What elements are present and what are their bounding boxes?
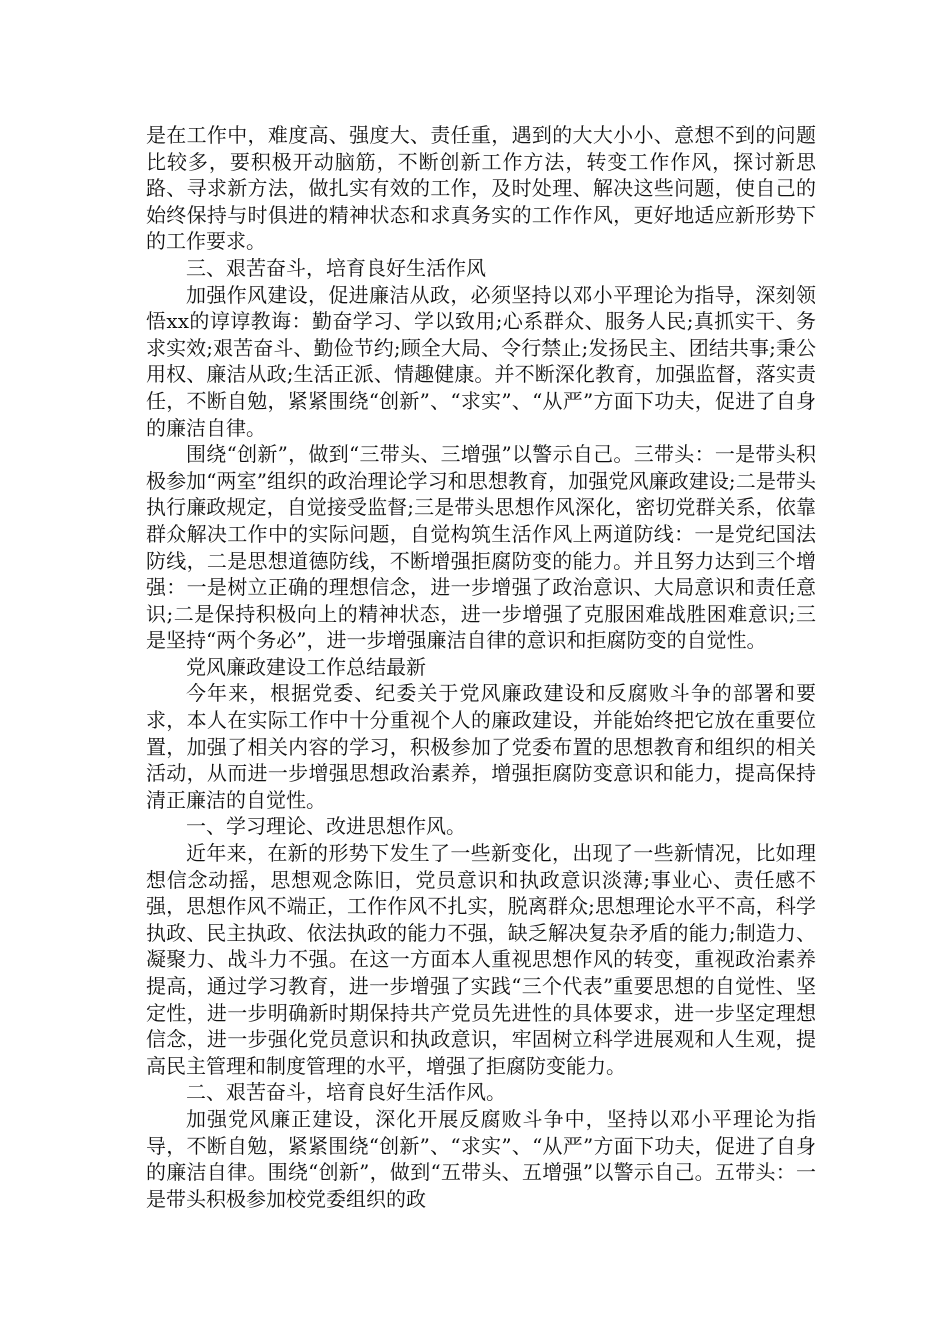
- paragraph-3: 围绕“创新”，做到“三带头、三增强”以警示自己。三带头：一是带头积极参加“两室”组织的政治理论学习和思想教育，加强党风廉政建设;二是带头执行廉政规定，自觉接受监督;三是带头思想作风深化，密切党群关系，依靠群众解决工作中的实际问题，自觉构筑生活作风上两道防线：一是党纪国法防线，二是思想道德防线，不断增强拒腐防变的能力。并且努力达到三个增强：一是树立正确的理想信念，进一步增强了政治意识、大局意识和责任意识;二是保持积极向上的精神状态，进一步增强了克服困难战胜困难意识;三是坚持“两个务必”，进一步增强廉洁自律的意识和拒腐防变的自觉性。: [146, 442, 816, 653]
- paragraph-2: 加强作风建设，促进廉洁从政，必须坚持以邓小平理论为指导，深刻领悟xx的谆谆教诲：勤奋学习、学以致用;心系群众、服务人民;真抓实干、务求实效;艰苦奋斗、勤俭节约;顾全大局、令行禁止;发扬民主、团结共事;秉公用权、廉洁从政;生活正派、情趣健康。并不断深化教育，加强监督，落实责任，不断自勉，紧紧围绕“创新”、“求实”、“从严”方面下功夫，促进了自身的廉洁自律。: [146, 282, 816, 440]
- paragraph-6: 加强党风廉正建设，深化开展反腐败斗争中，坚持以邓小平理论为指导，不断自勉，紧紧围绕“创新”、“求实”、“从严”方面下功夫，促进了自身的廉洁自律。围绕“创新”，做到“五带头、五增强”以警示自己。五带头：一是带头积极参加校党委组织的政: [146, 1106, 816, 1211]
- paragraph-4: 今年来，根据党委、纪委关于党风廉政建设和反腐败斗争的部署和要求，本人在实际工作中十分重视个人的廉政建设，并能始终把它放在重要位置，加强了相关内容的学习，积极参加了党委布置的思想教育和组织的相关活动，从而进一步增强思想政治素养，增强拒腐防变意识和能力，提高保持清正廉洁的自觉性。: [146, 681, 816, 812]
- paragraph-5: 近年来，在新的形势下发生了一些新变化，出现了一些新情况，比如理想信念动摇，思想观念陈旧，党员意识和执政意识淡薄;事业心、责任感不强，思想作风不端正，工作作风不扎实，脱离群众;思想理论水平不高，科学执政、民主执政、依法执政的能力不强，缺乏解决复杂矛盾的能力;制造力、凝聚力、战斗力不强。在这一方面本人重视思想作风的转变，重视政治素养提高，通过学习教育，进一步增强了实践“三个代表”重要思想的自觉性、坚定性，进一步明确新时期保持共产党员先进性的具体要求，进一步坚定理想信念，进一步强化党员意识和执政意识，牢固树立科学进展观和人生观，提高民主管理和制度管理的水平，增强了拒腐防变能力。: [146, 841, 816, 1078]
- document-page: [146, 122, 816, 1212]
- section-heading-3: 三、艰苦奋斗，培育良好生活作风: [186, 255, 486, 280]
- section-heading-1: 一、学习理论、改进思想作风。: [186, 814, 466, 839]
- section-heading-2: 二、艰苦奋斗，培育良好生活作风。: [186, 1080, 506, 1105]
- paragraph-1: 是在工作中，难度高、强度大、责任重，遇到的大大小小、意想不到的问题比较多，要积极开动脑筋，不断创新工作方法，转变工作作风，探讨新思路、寻求新方法，做扎实有效的工作，及时处理、解决这些问题，使自己的始终保持与时俱进的精神状态和求真务实的工作作风，更好地适应新形势下的工作要求。: [146, 123, 816, 254]
- document-title: 党风廉政建设工作总结最新: [186, 654, 426, 679]
